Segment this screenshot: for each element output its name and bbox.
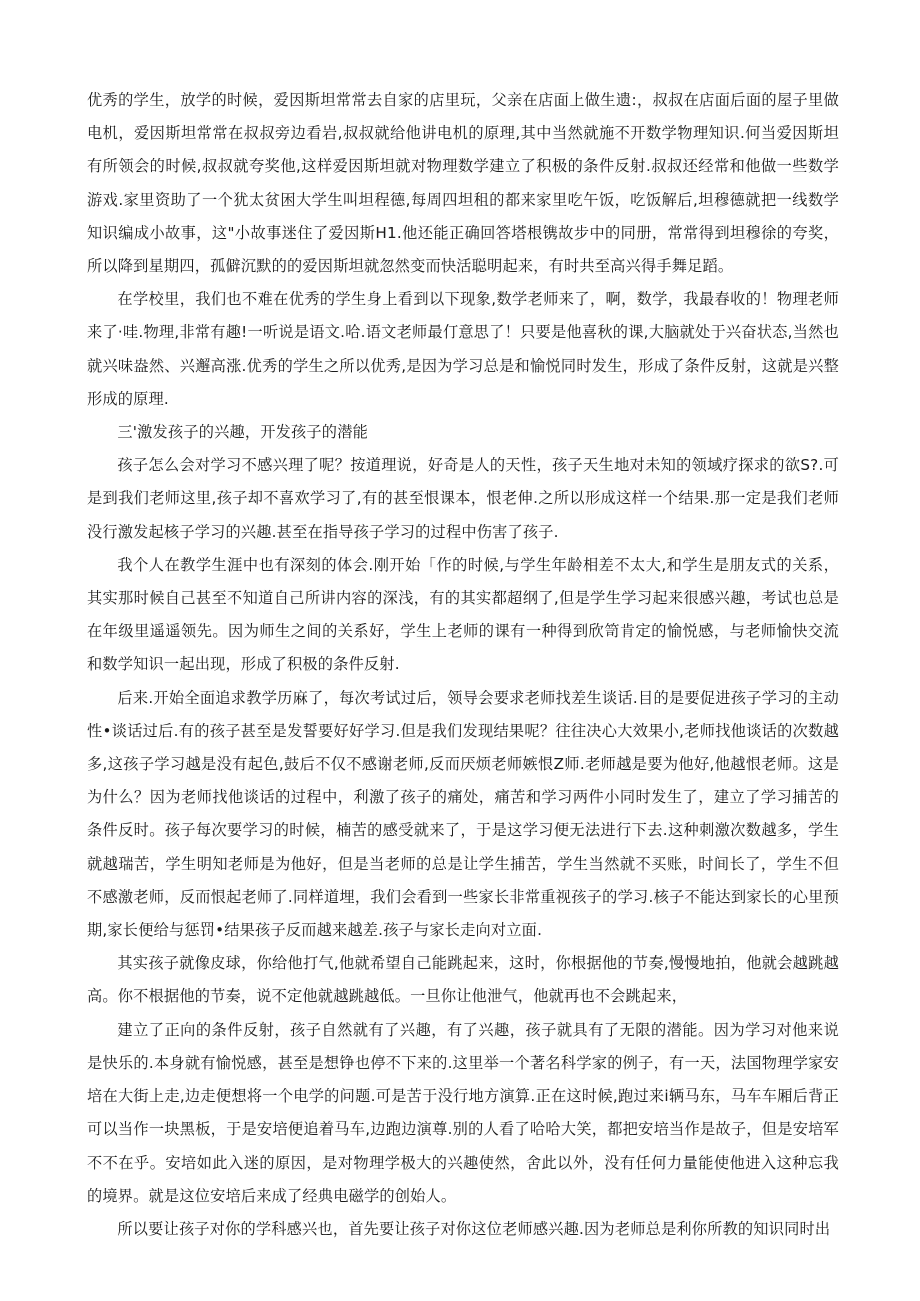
paragraph-7: 其实孩子就像皮球，你给他打气,他就希望自己能跳起来，这时，你根据他的节奏,慢慢地拍，他就会越跳越高。你不根据他的节奏，说不定他就越跳越低。一旦你让他泄气，他就再也不会跳起来， <box>87 954 839 1006</box>
paragraph-9: 所以要让孩子对你的学科感兴也，首先要让孩子对你这位老师感兴趣.因为老师总是利你所教的知识同时出 <box>117 1219 831 1238</box>
paragraph-8: 建立了正向的条件反射，孩子自然就有了兴趣，有了兴趣，孩子就具有了无限的潜能。因为学习对他来说是快乐的.本身就有愉悦感，甚至是想铮也停不下来的.这里举一个著名科学家的例子，有一天，法国物理学家安培在大街上走,边走便想将一个电学的问题.可是苦于没行地方演算.正在这时候,跑过来i辆马东，马车车厢后背正可以当作一块黑板，于是安培便追着马车,边跑边演尊.别的人看了哈哈大笑，都把安培当作是故子，但是安培军不不在乎。安培如此入迷的原因，是对物理学极大的兴趣使然，舍此以外，没有任何力量能使他进入这种忘我的境界。就是这位安培后来成了经典电磁学的创始人。 <box>87 1020 839 1205</box>
section-heading: 三'激发孩子的兴趣，开发孩子的潜能 <box>117 423 368 442</box>
document-body <box>87 84 839 1246</box>
paragraph-4: 孩子怎么会对学习不感兴理了呢？按道理说，好奇是人的天性，孩子天生地对未知的领域疗探求的欲S?.可是到我们老师这里,孩子却不喜欢学习了,有的甚至恨课本，恨老伸.之所以形成这样一个结果.那一定是我们老师没行激发起核子学习的兴趣.甚至在指导孩子学习的过程中伤害了孩子. <box>87 456 839 541</box>
paragraph-5: 我个人在教学生涯中也有深刻的体会.刚开始「作的时候,与学生年龄相差不太大,和学生是朋友式的关系，其实那时候自己甚至不知道自己所讲内容的深浅，有的其实都超纲了,但是学生学习起来很感兴趣，考试也总是在年级里遥遥领先。因为师生之间的关系好，学生上老师的课有一种得到欣笥肯定的愉悦感，与老师愉快交流和数学知识一起出现，形成了积极的条件反射. <box>87 555 839 674</box>
paragraph-6: 后来.开始全面追求教学历麻了，每次考试过后，领导会要求老师找差生谈话.目的是要促进孩子学习的主动性•谈话过后.有的孩子甚至是发誓要好好学习.但是我们发现结果呢？往往决心大效果小,老师找他谈话的次数越多,这孩子学习越是没有起色,鼓后不仅不感谢老师,反而厌烦老师嫉恨Z师.老师越是要为他好,他越恨老师。这是为什么？因为老师找他谈话的过程中，利激了孩子的痛处，痛苦和学习两件小同时发生了，建立了学习捕苦的条件反时。孩子每次要学习的时候，楠苦的感受就来了，于是这学习便无法进行下去.这种刺激次数越多，学生就越瑞苦，学生明知老师是为他好，但是当老师的总是让学生捕苦，学生当然就不买账，时间长了，学生不但不感激老师，反而恨起老师了.同样道埋，我们会看到一些家长非常重视孩子的学习.核子不能达到家长的心里预期,家长便给与惩罚•结果孩子反而越来越差.孩子与家长走向对立面. <box>87 688 839 940</box>
paragraph-2: 在学校里，我们也不难在优秀的学生身上看到以下现象,数学老师来了，啊，数学，我最春收的！物理老师来了·哇.物理,非常有趣!一听说是语文.哈.语文老师最仃意思了！只要是他喜秋的课,大脑就处于兴奋状态,当然也就兴味盎然、兴邂高涨.优秀的学生之所以优秀,是因为学习总是和愉悦同时发生，形成了条件反射，这就是兴整形成的原理. <box>87 290 839 408</box>
paragraph-1: 优秀的学生，放学的时候，爱因斯坦常常去自家的店里玩，父亲在店面上做生遗:，叔叔在店面后面的屋子里做电机，爱因斯坦常常在叔叔旁边看岩,叔叔就给他讲电机的原理,其中当然就施不开数学物理知识.何当爱因斯坦有所领会的时候,叔叔就夸奖他,这样爱因斯坦就对物理数学建立了积极的条件反射.叔叔还经常和他做一些数学游戏.家里资助了一个犹太贫困大学生叫坦程德,每周四坦租的都来家里吃午饭，吃饭解后,坦穆德就把一线数学知识编成小故事，这"小故事迷住了爱因斯H1.他还能正确回答塔根镌故步中的同册，常常得到坦穆徐的夸奖，所以降到星期四，孤僻沉默的的爱因斯坦就忽然变而快活聪明起来，有时共至高兴得手舞足蹈。 <box>87 91 839 276</box>
